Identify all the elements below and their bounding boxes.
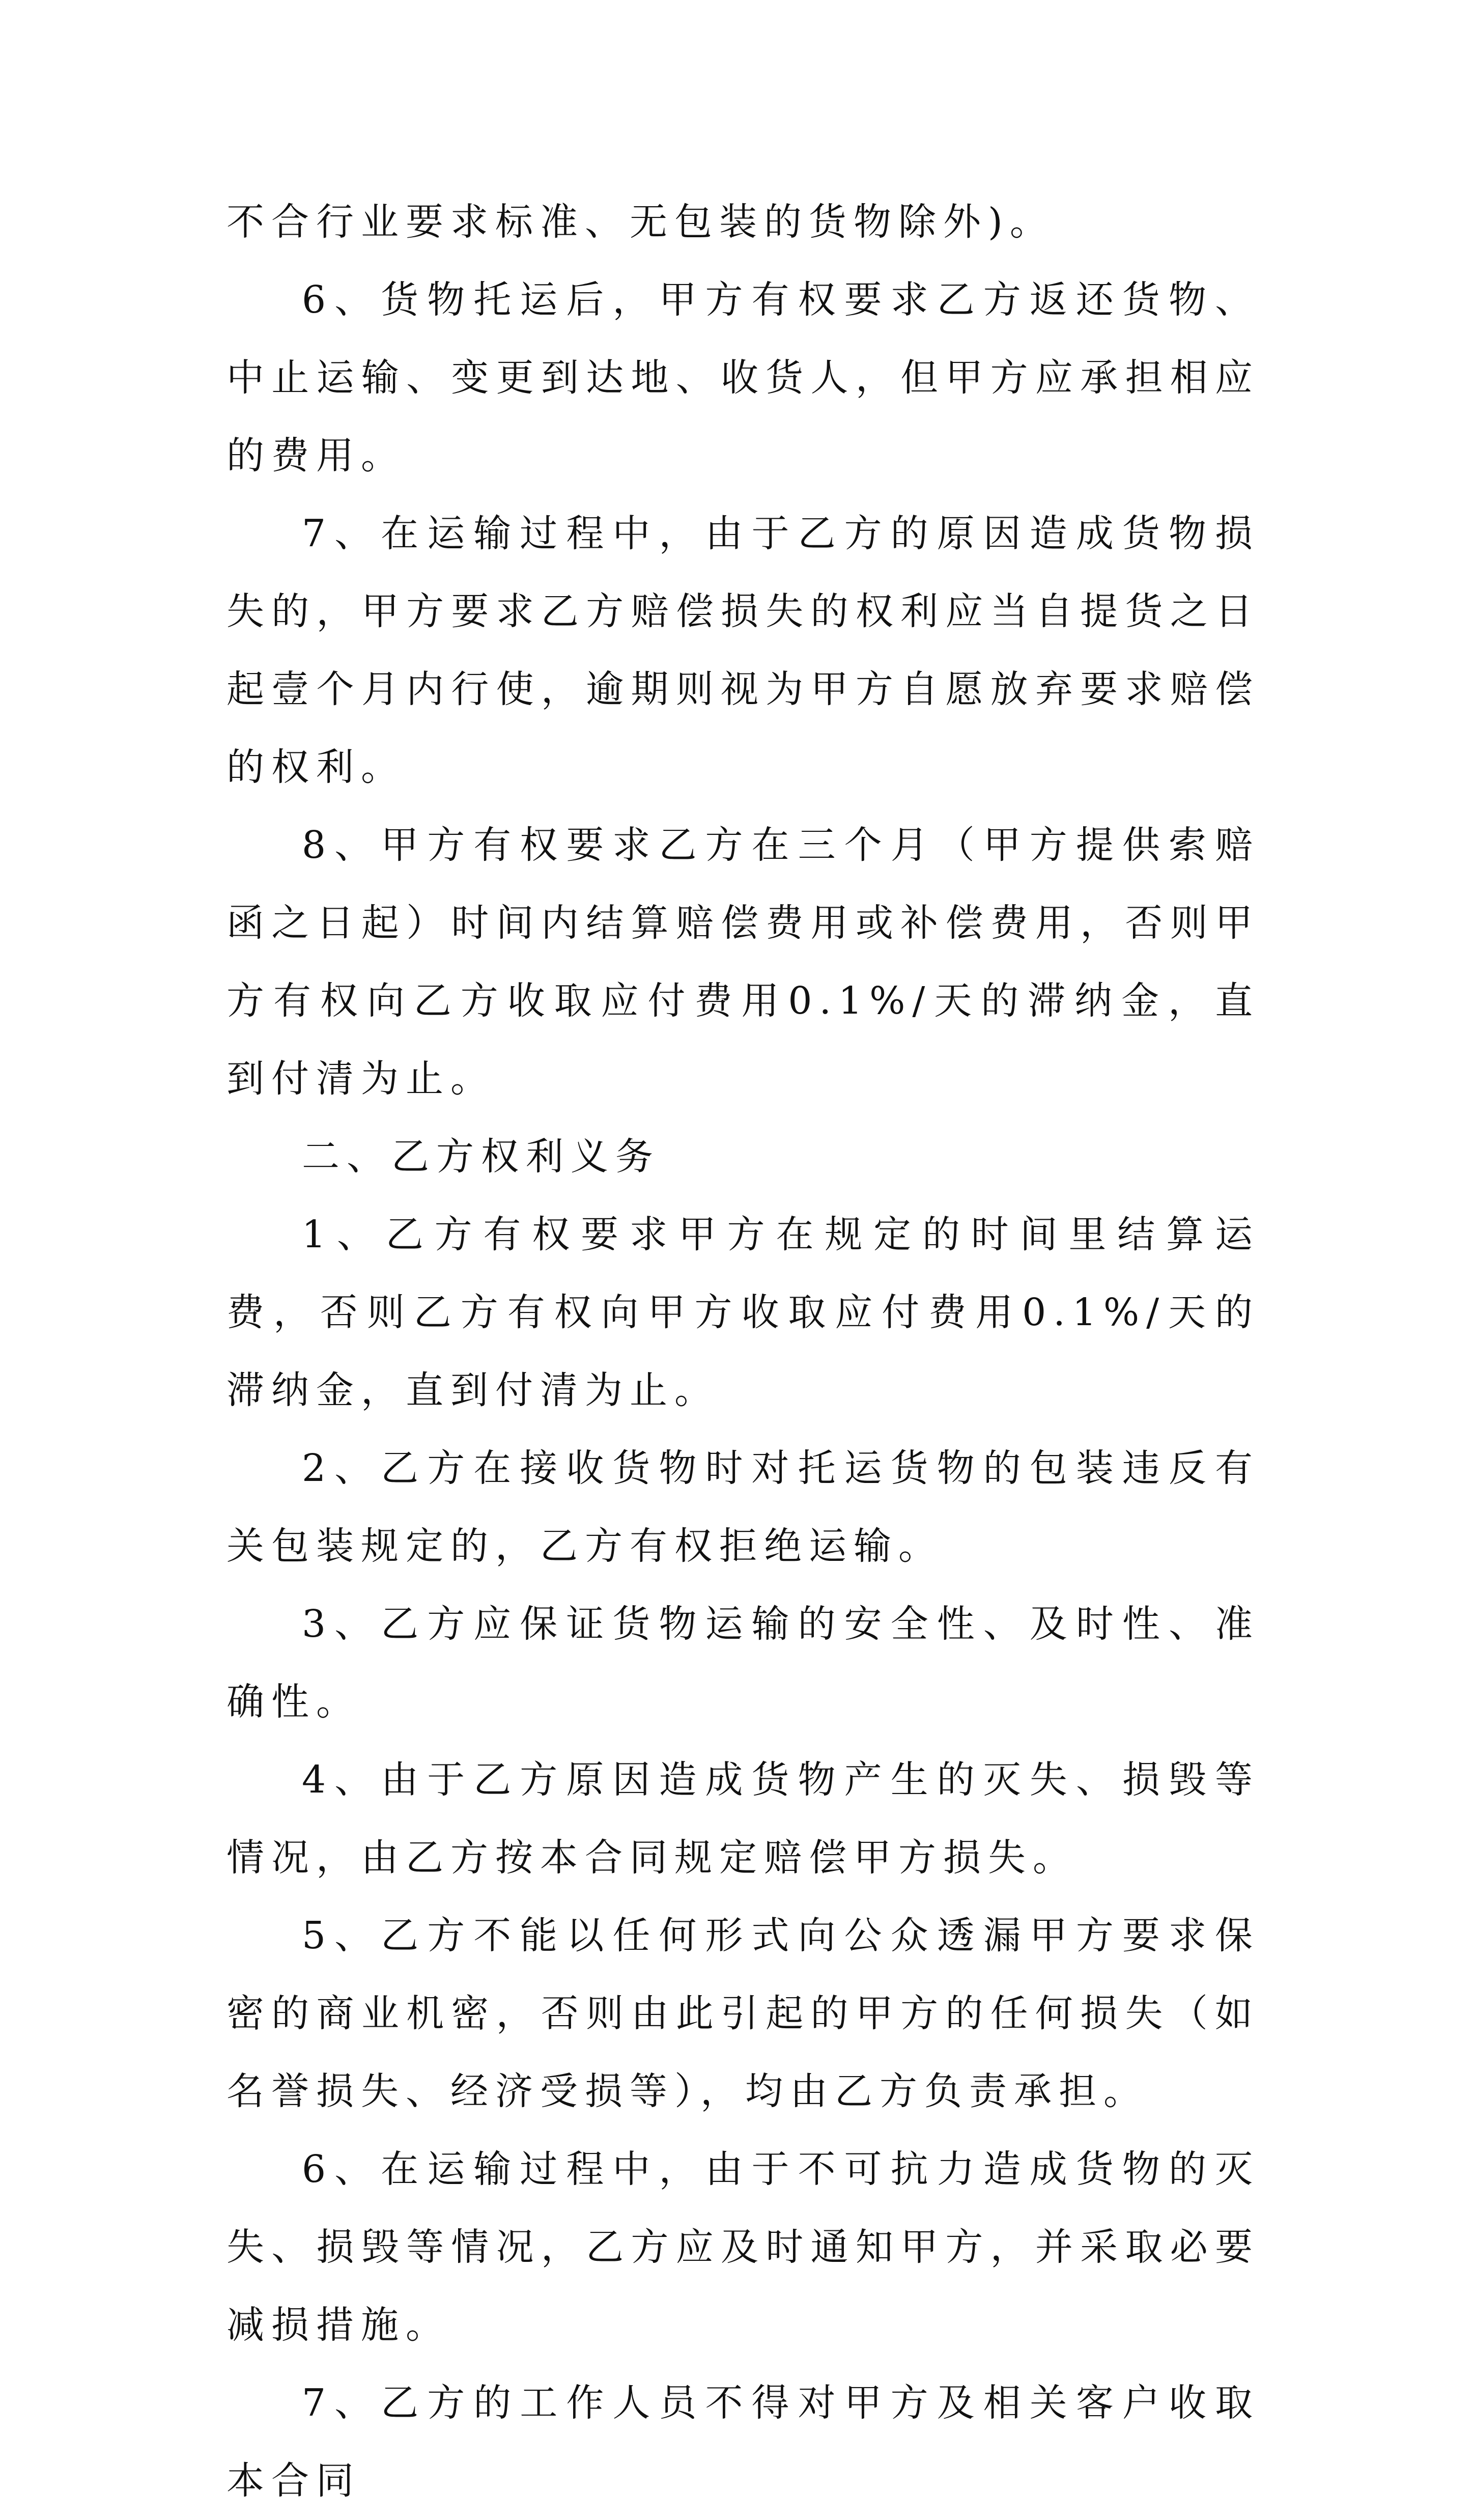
paragraph-b-clause-7: 7、乙方的工作人员不得对甲方及相关客户收取本合同 [226, 2381, 1260, 2503]
contract-body [226, 183, 1260, 2520]
section-heading-party-b: 二、乙方权利义务 [302, 1135, 660, 1179]
paragraph-continuation: 不合行业要求标准、无包装的货物除外)。 [226, 200, 1055, 244]
paragraph-b-clause-6: 6、在运输过程中，由于不可抗力造成货物的灭失、损毁等情况，乙方应及时通知甲方，并采取必要减损措施。 [226, 2147, 1260, 2347]
paragraph-clause-7: 7、在运输过程中，由于乙方的原因造成货物损失的，甲方要求乙方赔偿损失的权利应当自提货之日起壹个月内行使，逾期则视为甲方自愿放弃要求赔偿的权利。 [226, 512, 1260, 789]
paragraph-clause-8: 8、甲方有权要求乙方在三个月（甲方提供索赔函之日起）时间内结算赔偿费用或补偿费用，否则甲方有权向乙方收取应付费用0.1%/天的滞纳金，直到付清为止。 [226, 823, 1260, 1101]
paragraph-clause-6: 6、货物托运后，甲方有权要求乙方返还货物、中止运输、变更到达地、收货人，但甲方应承担相应的费用。 [226, 278, 1260, 478]
paragraph-b-clause-1: 1、乙方有权要求甲方在规定的时间里结算运费，否则乙方有权向甲方收取应付费用0.1%/天的滞纳金，直到付清为止。 [226, 1213, 1260, 1412]
paragraph-b-clause-3: 3、乙方应保证货物运输的安全性、及时性、准确性。 [226, 1602, 1260, 1724]
paragraph-b-clause-2: 2、乙方在接收货物时对托运货物的包装违反有关包装规定的，乙方有权拒绝运输。 [226, 1446, 1260, 1568]
paragraph-b-clause-5: 5、乙方不能以任何形式向公众透漏甲方要求保密的商业机密，否则由此引起的甲方的任何损失（如名誉损失、经济受损等），均由乙方负责承担。 [226, 1914, 1260, 2113]
paragraph-b-clause-4: 4、由于乙方原因造成货物产生的灭失、损毁等情况，由乙方按本合同规定赔偿甲方损失。 [226, 1758, 1260, 1880]
